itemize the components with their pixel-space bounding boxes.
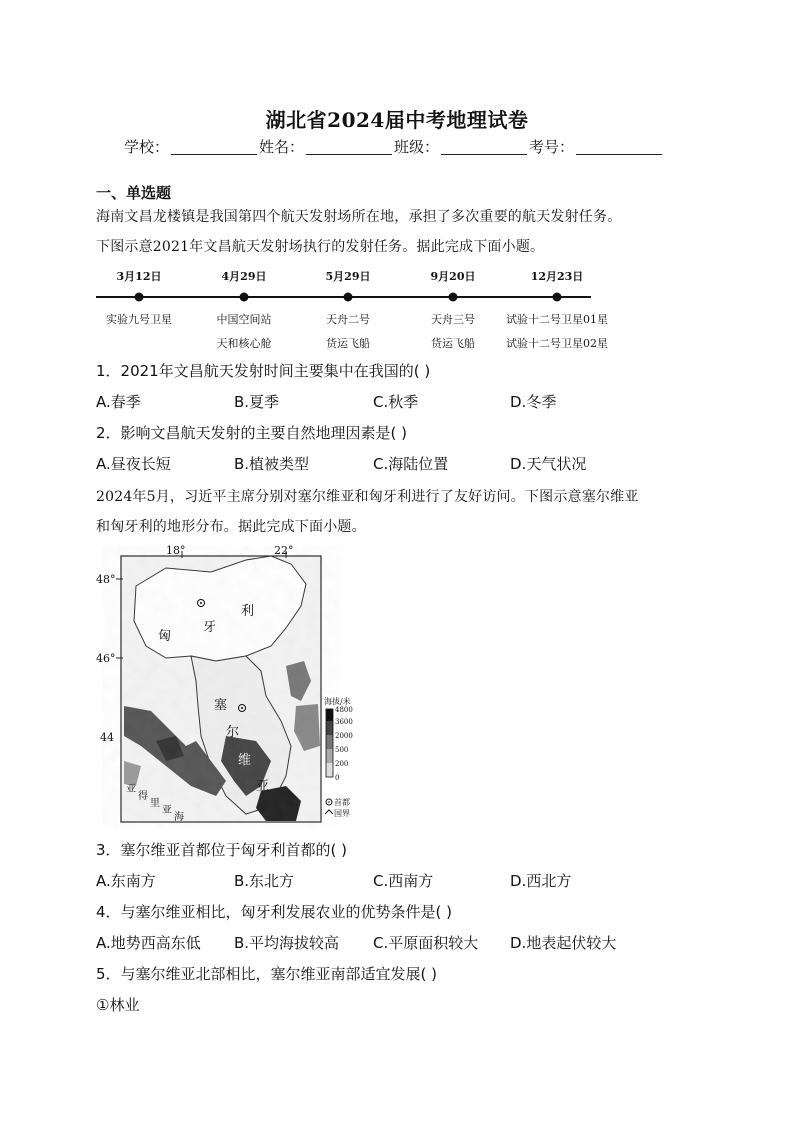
student-info-row bbox=[124, 136, 664, 157]
question-4-stem: 4．与塞尔维亚相比，匈牙利发展农业的优势条件是( ) bbox=[96, 903, 453, 921]
school-label: 学校： bbox=[124, 138, 170, 156]
q4-option-a[interactable]: A.地势西高东低 bbox=[96, 934, 201, 952]
timeline-label: 中国空间站 天和核心舱 bbox=[216, 313, 272, 350]
question-3-stem: 3．塞尔维亚首都位于匈牙利首都的( ) bbox=[96, 841, 348, 859]
material1-line1: 海南文昌龙楼镇是我国第四个航天发射场所在地，承担了多次重要的航天发射任务。 bbox=[96, 209, 622, 225]
class-blank[interactable] bbox=[441, 138, 527, 155]
map-label-serbia: 维 bbox=[238, 753, 252, 768]
timeline-date: 3月12日 bbox=[116, 270, 162, 283]
legend-value: 2000 bbox=[335, 732, 353, 740]
legend-value: 4800 bbox=[335, 706, 353, 714]
q3-option-c[interactable]: C.西南方 bbox=[373, 872, 434, 890]
map-label-serbia: 塞 bbox=[214, 698, 228, 713]
launch-timeline bbox=[96, 262, 616, 352]
timeline-date: 5月29日 bbox=[325, 270, 371, 283]
legend-value: 3600 bbox=[335, 718, 353, 726]
q4-option-d[interactable]: D.地表起伏较大 bbox=[510, 934, 617, 952]
map-label-serbia: 亚 bbox=[256, 779, 270, 794]
legend-value: 500 bbox=[335, 746, 349, 754]
timeline-label: 天舟二号 货运飞船 bbox=[326, 313, 370, 350]
map-label-hungary: 利 bbox=[241, 604, 255, 619]
page-title: 湖北省2024届中考地理试卷 bbox=[265, 108, 529, 132]
q2-option-a[interactable]: A.昼夜长短 bbox=[96, 455, 171, 473]
map-label-serbia: 尔 bbox=[226, 725, 240, 740]
material2-line1: 2024年5月，习近平主席分别对塞尔维亚和匈牙利进行了友好访问。下图示意塞尔维亚 bbox=[96, 489, 639, 505]
q2-option-c[interactable]: C.海陆位置 bbox=[373, 455, 449, 473]
map-label-sea: 里 bbox=[150, 798, 160, 809]
school-blank[interactable] bbox=[171, 138, 257, 155]
q1-option-d[interactable]: D.冬季 bbox=[510, 393, 557, 411]
q1-option-a[interactable]: A.春季 bbox=[96, 393, 141, 411]
exam-number-blank[interactable] bbox=[576, 138, 662, 155]
name-blank[interactable] bbox=[306, 138, 392, 155]
material1-line2: 下图示意2021年文昌航天发射场执行的发射任务。据此完成下面小题。 bbox=[96, 239, 545, 255]
q3-option-d[interactable]: D.西北方 bbox=[510, 872, 572, 890]
question-1-stem: 1．2021年文昌航天发射时间主要集中在我国的( ) bbox=[96, 362, 431, 380]
q1-option-c[interactable]: C.秋季 bbox=[373, 393, 419, 411]
q4-option-b[interactable]: B.平均海拔较高 bbox=[234, 934, 340, 952]
map-label-sea: 得 bbox=[138, 791, 148, 802]
map-label-sea: 亚 bbox=[162, 805, 172, 816]
section-title: 一、单选题 bbox=[96, 184, 172, 202]
q3-option-a[interactable]: A.东南方 bbox=[96, 872, 156, 890]
timeline-label: 天舟三号 货运飞船 bbox=[431, 313, 475, 350]
legend-value: 0 bbox=[335, 774, 340, 782]
timeline-label: 实验九号卫星 bbox=[106, 313, 172, 326]
material2-line2: 和匈牙利的地形分布。据此完成下面小题。 bbox=[96, 519, 366, 535]
terrain-map bbox=[96, 546, 366, 828]
q4-option-c[interactable]: C.平原面积较大 bbox=[373, 934, 479, 952]
map-label-sea: 海 bbox=[174, 812, 184, 823]
name-label: 姓名： bbox=[259, 138, 305, 156]
map-lat-48: 48° bbox=[96, 573, 116, 586]
map-lon-22: 22° bbox=[274, 544, 294, 557]
q2-option-d[interactable]: D.天气状况 bbox=[510, 455, 587, 473]
timeline-date: 9月20日 bbox=[430, 270, 476, 283]
q2-option-b[interactable]: B.植被类型 bbox=[234, 455, 310, 473]
legend-capital: 首都 bbox=[334, 798, 350, 807]
question-2-stem: 2．影响文昌航天发射的主要自然地理因素是( ) bbox=[96, 424, 408, 442]
map-lat-44: 44 bbox=[100, 731, 114, 744]
exam-number-label: 考号： bbox=[529, 138, 575, 156]
map-lon-18: 18° bbox=[166, 544, 186, 557]
q5-item-1: ①林业 bbox=[96, 996, 140, 1014]
timeline-date: 4月29日 bbox=[221, 270, 267, 283]
timeline-label: 试验十二号卫星01星 试验十二号卫星02星 bbox=[506, 313, 608, 350]
timeline-date: 12月23日 bbox=[530, 270, 584, 283]
map-lat-46: 46° bbox=[96, 652, 116, 665]
map-label-hungary: 匈 bbox=[158, 629, 172, 644]
q1-option-b[interactable]: B.夏季 bbox=[234, 393, 280, 411]
class-label: 班级： bbox=[394, 138, 440, 156]
terrain-map-figure bbox=[96, 546, 366, 828]
map-label-hungary: 牙 bbox=[203, 620, 217, 635]
q3-option-b[interactable]: B.东北方 bbox=[234, 872, 295, 890]
question-5-stem: 5．与塞尔维亚北部相比，塞尔维亚南部适宜发展( ) bbox=[96, 965, 438, 983]
legend-border: 国界 bbox=[334, 809, 350, 818]
map-label-sea: 亚 bbox=[126, 784, 136, 795]
legend-title: 海拔/米 bbox=[324, 697, 351, 706]
legend-value: 200 bbox=[335, 760, 349, 768]
